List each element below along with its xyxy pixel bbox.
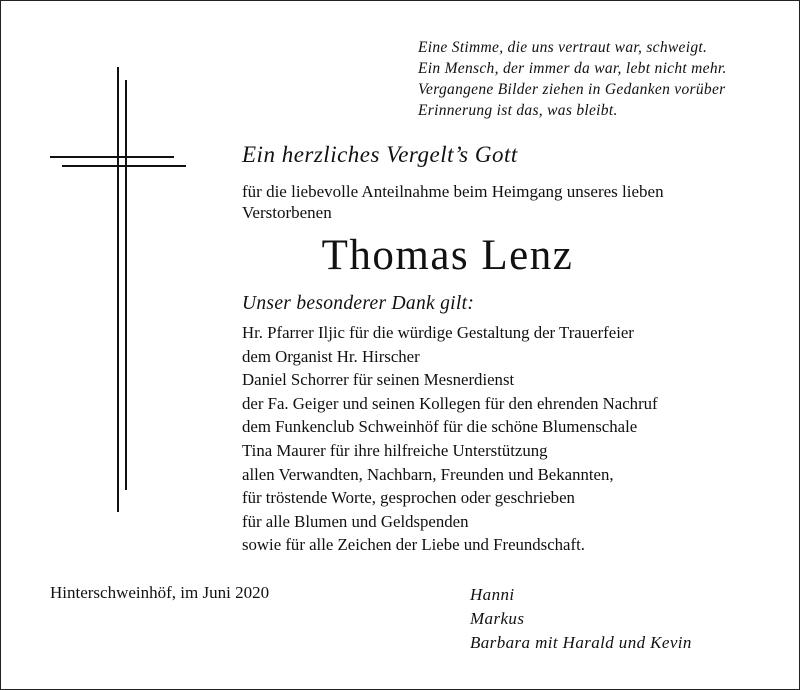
signatures [470, 583, 692, 655]
thanks-item: allen Verwandten, Nachbarn, Freunden und Bekannten, [242, 464, 614, 484]
intro-line: Verstorbenen [242, 203, 332, 222]
intro-line: für die liebevolle Anteilnahme beim Heimgang unseres lieben [242, 182, 664, 201]
poem-line: Ein Mensch, der immer da war, lebt nicht mehr. [418, 60, 727, 77]
place-and-date: Hinterschweinhöf, im Juni 2020 [50, 583, 270, 602]
thanks-item: für alle Blumen und Geldspenden [242, 511, 469, 531]
cross-horizontal-bar-upper [50, 156, 174, 158]
thanks-item: dem Organist Hr. Hirscher [242, 346, 420, 366]
special-thanks-list [242, 321, 787, 557]
intro-text [242, 181, 782, 223]
deceased-name: Thomas Lenz [321, 232, 574, 279]
poem-line: Eine Stimme, die uns vertraut war, schweigt. [418, 39, 708, 56]
signature-name: Markus [470, 609, 525, 628]
poem-line: Vergangene Bilder ziehen in Gedanken vorüber [418, 81, 726, 98]
thanks-item: Hr. Pfarrer Iljic für die würdige Gestaltung der Trauerfeier [242, 323, 634, 342]
thanks-item: sowie für alle Zeichen der Liebe und Freundschaft. [242, 535, 585, 555]
thanks-item: für tröstende Worte, gesprochen oder geschrieben [242, 488, 575, 508]
thanks-item: dem Funkenclub Schweinhöf für die schöne Blumenschale [242, 417, 638, 437]
poem-line: Erinnerung ist das, was bleibt. [418, 102, 618, 119]
thanks-item: der Fa. Geiger und seinen Kollegen für den ehrenden Nachruf [242, 393, 658, 413]
cross-vertical-bar-outer [117, 67, 119, 512]
thanks-item: Tina Maurer für ihre hilfreiche Unterstützung [242, 440, 548, 460]
thanks-title: Ein herzliches Vergelt’s Gott [242, 142, 518, 167]
cross-horizontal-bar-lower [62, 165, 186, 167]
special-thanks-heading: Unser besonderer Dank gilt: [242, 293, 475, 314]
memorial-poem [418, 37, 778, 121]
signature-name: Barbara mit Harald und Kevin [470, 633, 692, 652]
signature-name: Hanni [470, 585, 515, 604]
thanks-item: Daniel Schorrer für seinen Mesnerdienst [242, 370, 515, 390]
